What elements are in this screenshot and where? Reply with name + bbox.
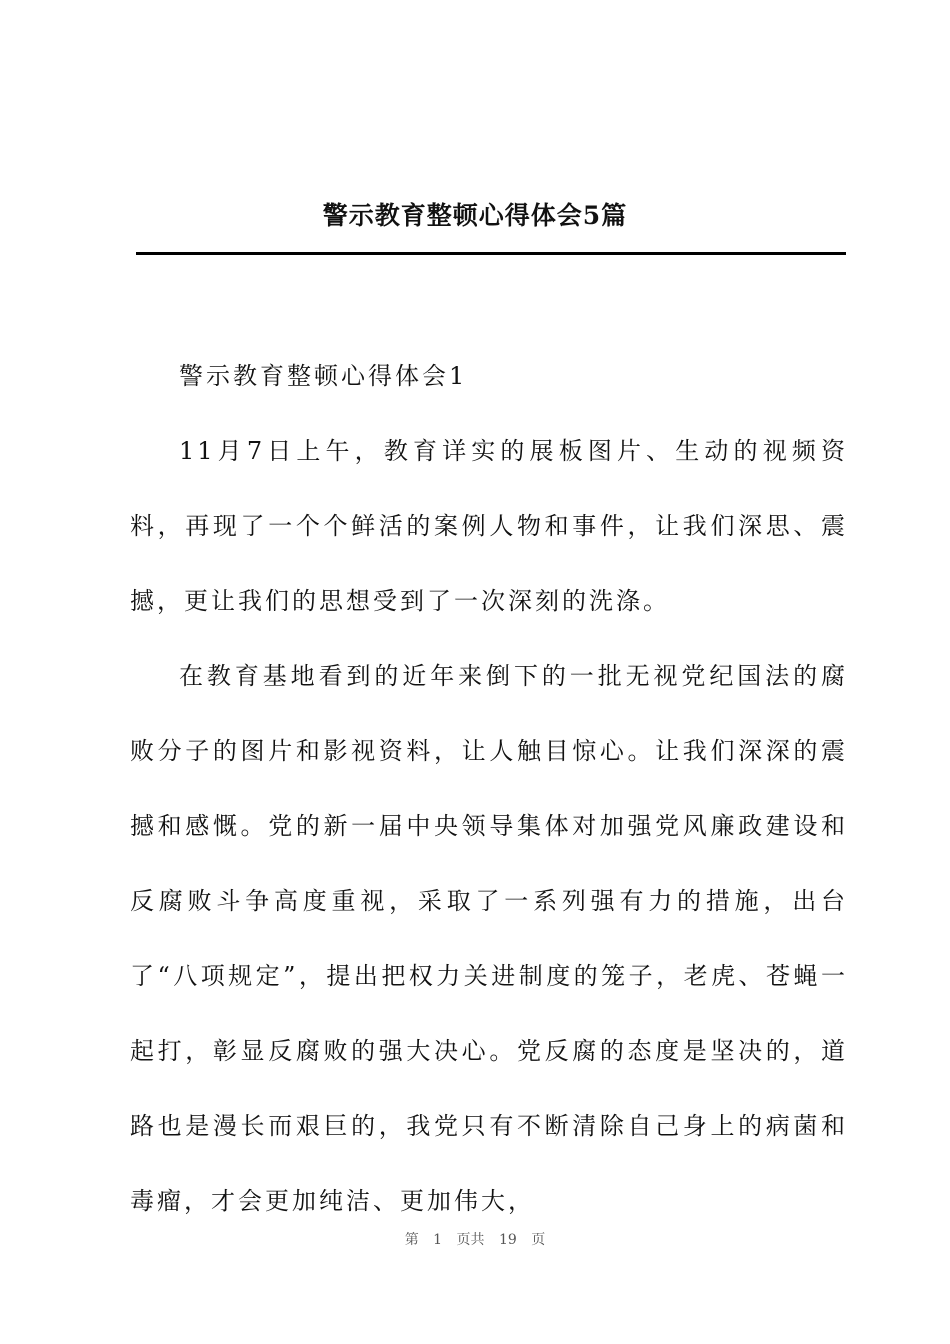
paragraph-2: 在教育基地看到的近年来倒下的一批无视党纪国法的腐败分子的图片和影视资料，让人触目惊心。让我们深深的震撼和感慨。党的新一届中央领导集体对加强党风廉政建设和反腐败斗争高度重视，采取了一系列强有力的措施，出台了“八项规定”，提出把权力关进制度的笼子，老虎、苍蝇一起打，彰显反腐败的强大决心。党反腐的态度是坚决的，道路也是漫长而艰巨的，我党只有不断清除自己身上的病菌和毒瘤，才会更加纯洁、更加伟大， bbox=[130, 662, 848, 1215]
section-heading: 警示教育整顿心得体会1 bbox=[179, 362, 468, 390]
paragraph-1: 11月7日上午，教育详实的展板图片、生动的视频资料，再现了一个个鲜活的案例人物和事件，让我们深思、震撼，更让我们的思想受到了一次深刻的洗涤。 bbox=[130, 437, 848, 615]
title-divider bbox=[136, 252, 846, 255]
document-body bbox=[130, 339, 848, 1239]
document-title: 警示教育整顿心得体会5篇 bbox=[322, 201, 628, 230]
page-number: 第 1 页共 19 页 bbox=[404, 1232, 546, 1248]
